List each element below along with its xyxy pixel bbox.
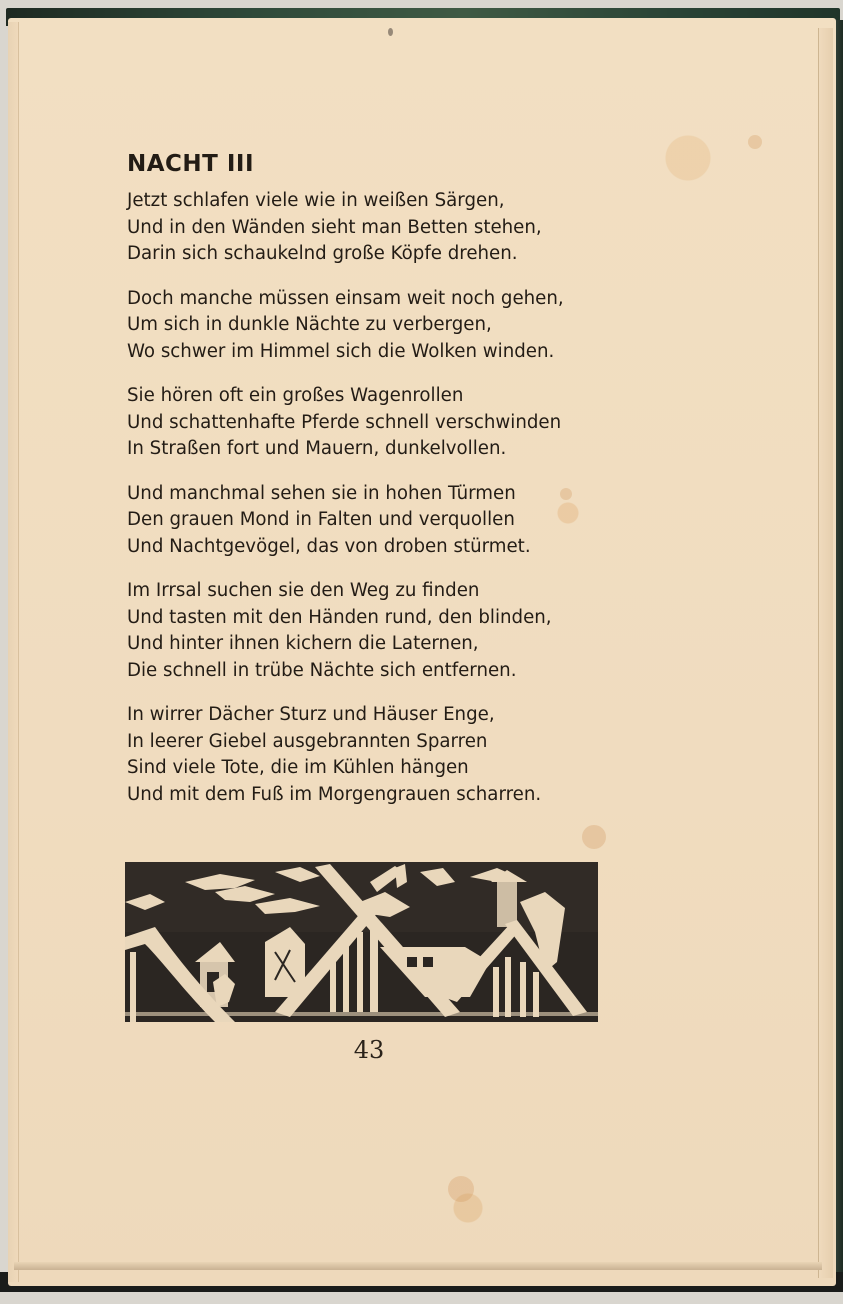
- poem-title: NACHT III: [127, 151, 255, 177]
- page-fore-edge: [818, 28, 833, 1278]
- page-gutter-edge: [8, 22, 19, 1282]
- stanza: [127, 702, 647, 808]
- paper-stain: [582, 825, 606, 849]
- verse-line: In leerer Giebel ausgebrannten Sparren: [127, 730, 488, 752]
- page-number: 43: [353, 1036, 385, 1064]
- stanza: [127, 383, 647, 463]
- stanza: [127, 286, 647, 366]
- verse-line: Sind viele Tote, die im Kühlen hängen: [127, 757, 469, 778]
- verse-line: Jetzt schlafen viele wie in weißen Särgen,: [127, 190, 505, 211]
- verse-line: Und Nachtgevögel, das von droben stürmet.: [127, 535, 531, 557]
- rooftops-woodcut-icon: [125, 862, 598, 1022]
- poem: [127, 150, 647, 826]
- stanza: [127, 481, 647, 561]
- verse-line: Um sich in dunkle Nächte zu verbergen,: [127, 314, 492, 335]
- verse-line: Die schnell in trübe Nächte sich entfernen.: [127, 659, 517, 681]
- verse-line: Doch manche müssen einsam weit noch gehen,: [127, 287, 564, 309]
- verse-line: Darin sich schaukelnd große Köpfe drehen.: [127, 243, 518, 264]
- paper-spot: [388, 28, 393, 36]
- verse-line: In Straßen fort und Mauern, dunkelvollen.: [127, 438, 507, 459]
- verse-line: Und tasten mit den Händen rund, den blinden,: [127, 606, 552, 628]
- verse-line: Und mit dem Fuß im Morgengrauen scharren.: [127, 783, 542, 805]
- verse-line: Sie hören oft ein großes Wagenrollen: [127, 385, 464, 406]
- woodcut-illustration: [125, 862, 598, 1022]
- verse-line: In wirrer Dächer Sturz und Häuser Enge,: [127, 704, 495, 725]
- verse-line: Und schattenhafte Pferde schnell verschwinden: [127, 411, 562, 433]
- verse-line: Und in den Wänden sieht man Betten stehen,: [127, 216, 542, 238]
- paper-stain: [448, 1176, 474, 1202]
- verse-line: Im Irrsal suchen sie den Weg zu finden: [127, 580, 480, 601]
- stanza: [127, 578, 647, 684]
- stanza: [127, 188, 647, 268]
- verse-line: Und hinter ihnen kichern die Laternen,: [127, 633, 479, 654]
- page-bottom-edge: [14, 1262, 822, 1270]
- verse-line: Den grauen Mond in Falten und verquollen: [127, 509, 515, 530]
- verse-line: Wo schwer im Himmel sich die Wolken winden.: [127, 340, 555, 362]
- verse-line: Und manchmal sehen sie in hohen Türmen: [127, 482, 516, 504]
- paper-stain: [748, 135, 762, 149]
